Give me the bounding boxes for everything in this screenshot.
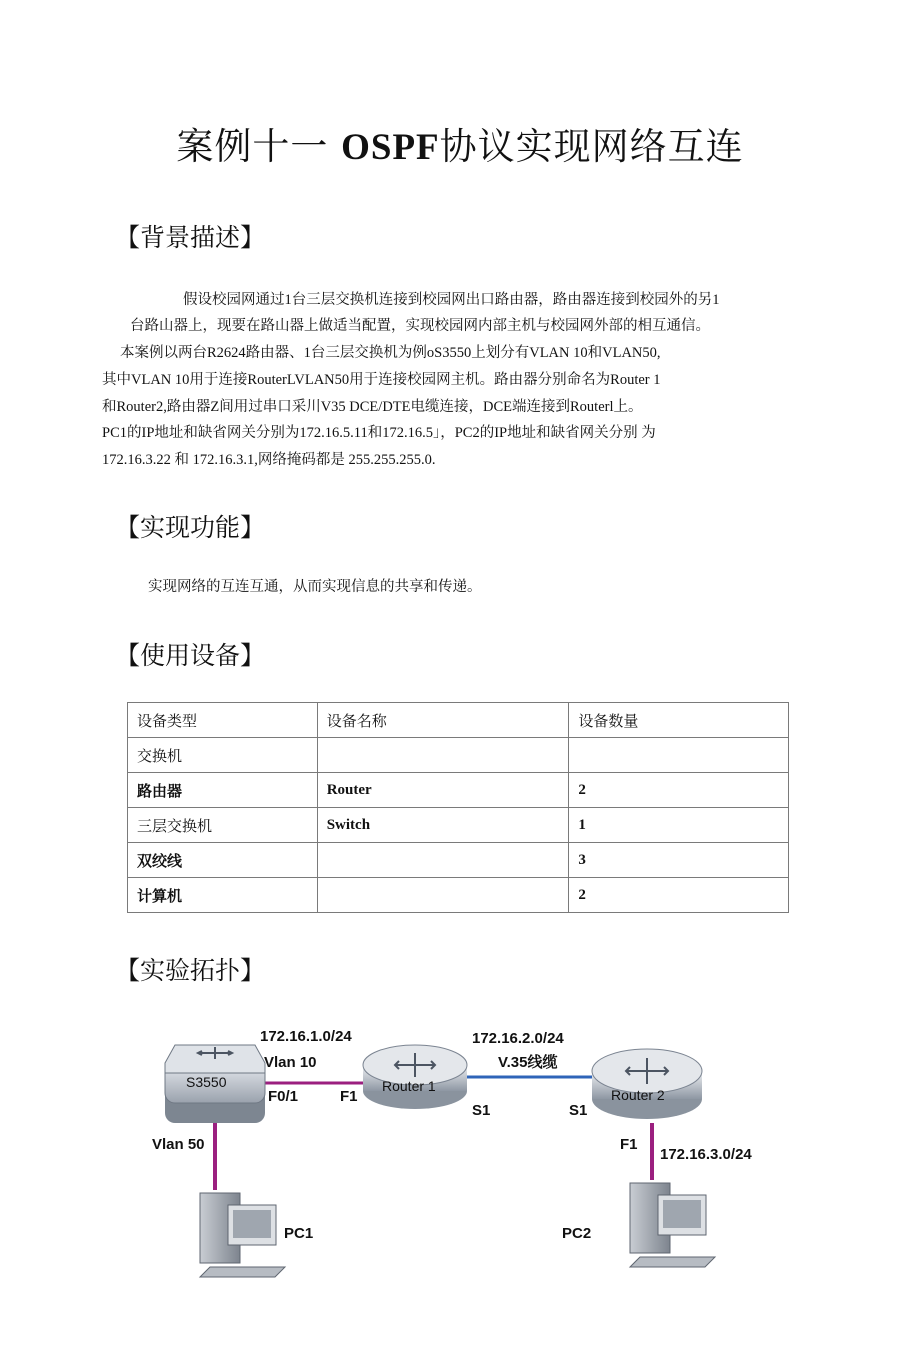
title-part-2: 协议实现网络互连: [439, 125, 744, 168]
switch-s3550-icon: [165, 1045, 265, 1123]
title-part-1: 案例十一: [176, 125, 329, 168]
table-cell: 路由器: [128, 773, 318, 808]
table-cell: [569, 738, 789, 773]
router1-icon: [363, 1045, 467, 1109]
table-cell: 3: [569, 843, 789, 878]
table-cell: Switch: [317, 808, 569, 843]
table-cell: 交换机: [128, 738, 318, 773]
router1-f1-label: F1: [340, 1088, 358, 1105]
vlan50-label: Vlan 50: [152, 1136, 205, 1153]
background-line-5: 和Router2,路由器Z间用过串口采川V35 DCE/DTE电缆连接，DCE端连接到Routerl上。: [102, 399, 643, 415]
router1-s1-label: S1: [472, 1102, 491, 1119]
table-cell: [317, 878, 569, 913]
pc1-label: PC1: [284, 1225, 314, 1242]
table-cell: 双绞线: [128, 843, 318, 878]
function-text: 实现网络的互连互通，从而实现信息的共享和传递。: [148, 579, 482, 595]
table-cell: [317, 843, 569, 878]
table-header-cell: 设备数量: [569, 703, 789, 738]
equipment-table: [127, 702, 789, 913]
table-cell: 2: [569, 773, 789, 808]
router1-label: Router 1: [382, 1078, 436, 1094]
table-header-row: [128, 703, 789, 738]
table-row: [128, 808, 789, 843]
table-row: [128, 843, 789, 878]
background-line-1: 假设校园网通过1台三层交换机连接到校园网出口路由器，路由器连接到校园外的另1: [183, 292, 720, 308]
section-heading-equipment: 【使用设备】: [115, 641, 266, 670]
pc2-icon: [630, 1183, 715, 1267]
table-row: [128, 878, 789, 913]
background-line-6: PC1的IP地址和缺省网关分别为172.16.5.11和172.16.5」，PC2的IP地址和缺省网关分别 为: [102, 425, 656, 441]
section-heading-function: 【实现功能】: [115, 513, 266, 542]
table-header-cell: 设备名称: [317, 703, 569, 738]
router2-s1-label: S1: [569, 1102, 588, 1119]
section-heading-topology: 【实验拓扑】: [115, 956, 266, 985]
table-header-cell: 设备类型: [128, 703, 318, 738]
background-line-3: 本案例以两台R2624路由器、1台三层交换机为例oS3550上划分有VLAN 10和VLAN50,: [120, 345, 661, 361]
network-topology-diagram: [140, 1015, 790, 1295]
v35-label: V.35线缆: [498, 1054, 558, 1071]
switch-label: S3550: [186, 1074, 227, 1090]
router2-f1-label: F1: [620, 1136, 638, 1153]
section-heading-background: 【背景描述】: [115, 223, 266, 252]
background-line-4: 其中VLAN 10用于连接RouterLVLAN50用于连接校园网主机。路由器分别命名为Router 1: [102, 372, 661, 388]
net1-label: 172.16.1.0/24: [260, 1028, 352, 1045]
background-line-2: 台路山器上，现要在路山器上做适当配置，实现校园网内部主机与校园网外部的相互通信。: [130, 318, 710, 334]
router2-label: Router 2: [611, 1087, 665, 1103]
page-title: [0, 116, 920, 170]
table-cell: 2: [569, 878, 789, 913]
table-cell: 1: [569, 808, 789, 843]
net2-label: 172.16.2.0/24: [472, 1030, 564, 1047]
f01-label: F0/1: [268, 1088, 299, 1105]
pc2-label: PC2: [562, 1225, 592, 1242]
router2-icon: [592, 1049, 702, 1119]
title-part-latin: OSPF: [341, 127, 440, 168]
table-cell: 三层交换机: [128, 808, 318, 843]
table-row: [128, 738, 789, 773]
table-cell: [317, 738, 569, 773]
table-cell: 计算机: [128, 878, 318, 913]
pc1-icon: [200, 1193, 285, 1277]
background-line-7: 172.16.3.22 和 172.16.3.1,网络掩码都是 255.255.255.0.: [102, 452, 436, 468]
net3-label: 172.16.3.0/24: [660, 1146, 752, 1163]
table-row: [128, 773, 789, 808]
vlan10-label: Vlan 10: [264, 1054, 317, 1071]
table-cell: Router: [317, 773, 569, 808]
